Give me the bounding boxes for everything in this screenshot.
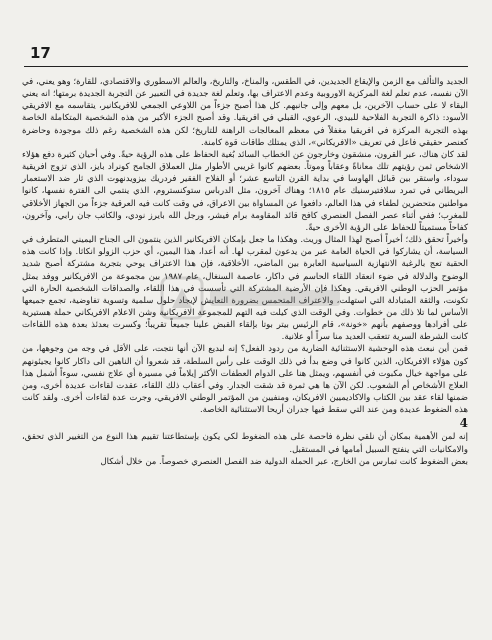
paragraph: فمن أين نبعث هذه الوحشية الاستثنائية الضارية من ردود الفعل؟ إنه لبديع الآن أنها نتجت، على الأقل في وجه من وجوهها، من كون هؤلاء الافريكان، الذين كانوا في وضع بدأ في ذلك الوقت على رأس السلطة، قد شعروا أن الناهين الى داكار كانوا يجيئونهم على مواجهة خيال مكبوت في أنفسهم، ويمثل هنا على الدوام العطفات الأكثر إيلاماً في مسيرة أي علاج نفسي، سوءاً أشمل هذا العلاج الأشخاص أم الشعوب. لكن الآن ها هي ثمرة قد شقت الجدار. وفي أعقاب ذلك اللقاء، عقدت لقاءات عديدة أخرى، ومن ضمنها لقاء عقد بين الكتاب والاكاديميين الافريكان، ومنفيين من المؤتمر الوطني الافريقي، وجرت عدة لقاءات أخرى. ولقد كانت هذه الضغوط عديدة ومن عند التي سقط فيها جدران أريحا الاستثنائية الخاصة. <box>22 344 468 416</box>
section-number: 4 <box>459 416 468 431</box>
paragraph: إنه لمن الأهمية بمكان أن نلقي نظرة فاحصة على هذه الضغوط لكي يكون بإستطاعتنا تقييم هذا النوع من التغيير الذي تحقق، والامكانيات التي ينفتح السبيل أمامها في المستقبل. <box>22 432 468 455</box>
paragraph: وأخيراً تحقق ذلك؛ أخيراً أصبح لهذا المثال وريث. وهكذا ما جعل بإمكان الافريكانير الذين ينتمون الى الجناح اليميني المتطرف في السياسة، أن يشاركوا في الحياة العامة عبر من يدعون لمقرب لها. أنه أعدا، هذا اليمين، أي حزب الزولو انكاثا. وإذا كانت هذه الحقبة تعج بالرغبة الانتهازية السياسية العابرة بين الماضي، الأخلاقية، فإن هذا الاعتراف يوحي بتجربة مشتركة أصبح شديد الوضوح والدلالة في ضوء انعقاد اللقاء الحاسم في داكار، عاصمة السنغال، عام ١٩٨٧ بين مجموعة من الافريكانير ووفد يمثل مؤتمر الحزب الوطني الافريقي. وهكذا فإن الأرضية المشتركة التي تأسست في هذا اللقاء، والصداقات الشخصية الحارة التي تكونت، والثقة المتبادلة التي استهلت، والاعتراف المتحمس بضرورة التعايش لإيجاد حلول سلمية وتسوية تفاوضية، تجمع جميعها الأساس لما تلا ذلك من خطوات. وفي الوقت الذي كيلت فيه التهم للمجموعة الافريكانية وشن الاعلام الافريكاني حملة هستيرية على أفرادها ووصفهم بأنهم «خونة»، قام الرئيس بيتر بوتا بإلقاء القبض علينا جميعاً تقريباً؛ وكسرت بعدئذ بعدة هذه اللقاءات كانت الشرطة السرية تتعقب العديد منا سراً أو علانية. <box>22 235 469 343</box>
header-rule <box>24 66 468 67</box>
page-number: 17 <box>30 44 51 62</box>
paragraph: لقد كان هناك، عبر القرون، منشقون وخارجون عن الخطاب السائد بُغية الحفاظ على هذه الرؤية حيةً. وفي أحيان كثيرة دفع هؤلاء الاشخاص ثمن رؤيتهم تلك معاناةً وعقاباً وموتاً. بعضهم كانوا غريبي الأطوار مثل العملاق الجامح كونراد بايز، الذي تزوج افريقية سوداء، واستقر بين قبائل الهاوسا في بداية القرن التاسع عشر؛ أو الفلاح الفقير فردريك بيزويدنهوت الذي ثار ضد الاستعمار البريطاني في تمرد سلافتيرسنيك عام ١٨١٥؛ وهناك آخرون، مثل الدرباس ستوكنستروم، الذي ينتمي الى الفترة نفسها، كانوا مواطنين متحضرين لطفاء في هذا العالم، دافعوا عن المساواة بين الاعراق، في وقت كانت فيه العرقية جزءاً من الجهاز الأخلاقي للمغرب؛ ففي أثناء عصر الفصل العنصري كافح قائد المقاومة برام فيشر، ورجل الله بايرز نودي، والكاتب جان رابي، وآخرون، كفاحاً مستميتاً للحفاظ على الرؤية الأخرى حيةً. <box>22 149 469 233</box>
paragraph: الجديد والتألف مع الزمن والإيقاع الجديدين، في الطقس، والمناخ، والتاريخ، والعالم الاسطوري والاقتصادي، للقارة؛ وهو يعني، في الآن نفسه، عدم تعلم لغة المركزية الاوروبية وعدم الاعتراف بها، وتعلم لغة جديدة في التعبير عن التجربة الجديدة برمتها؛ انه يعني البقاء لا على حساب الآخرين، بل معهم وإلى جانبهم. كل هذا أصبح جزءاً من اللاوعي الجمعي للافريكانير، يتقاسمه مع الافريقي الأسود: ذاكرة التجربة الفلاحية للبيدي، الرعوي، القبلي في افريقيا. وقد أصبح الجزء الأكبر من هذه الشخصية المتكاملة الخاصة بهذه التجربة المركزة في افريقيا مغفلاً في معظم المعالجات الراهنة للتاريخ؛ لكن هذه الشخصية رغم ذلك موجودة وحاضرة كعنصر حقيقي فاعل في تعريف «الافريكاني»، الذي يمتلك طاقات قوة كامنة. <box>22 77 468 148</box>
body-text <box>22 76 468 468</box>
paragraph: بعض الضغوط كانت تمارس من الخارج، عبر الحملة الدولية ضد الفصل العنصري خصوصاً. من خلال أشكال <box>100 456 468 467</box>
